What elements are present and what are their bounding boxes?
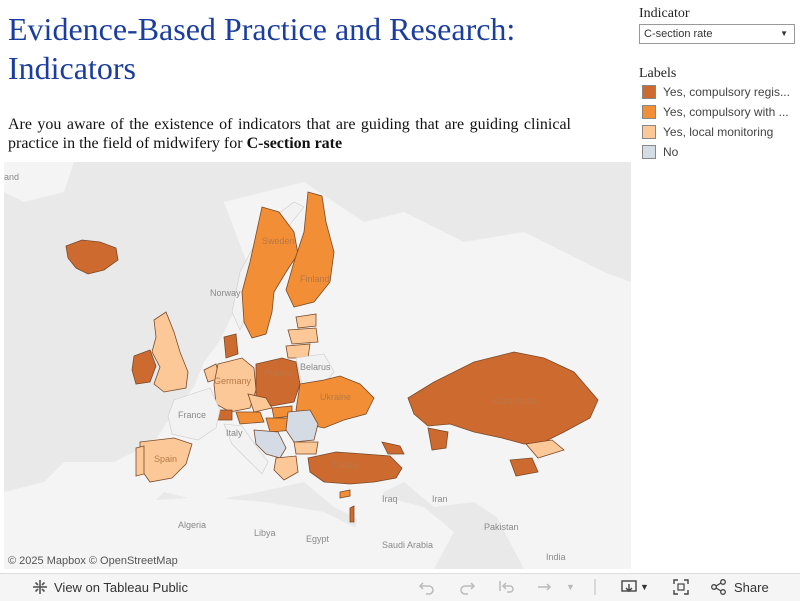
- map-label-kazakhstan: Kazakhstan: [492, 396, 540, 406]
- country-ireland[interactable]: [132, 350, 156, 384]
- refresh-button[interactable]: [536, 578, 554, 596]
- toolbar-divider: [594, 578, 596, 596]
- question-indicator: C-section rate: [246, 135, 343, 152]
- country-united-kingdom[interactable]: [152, 312, 188, 392]
- map-attribution: [8, 555, 178, 567]
- legend-swatch: [642, 105, 656, 119]
- legend-item[interactable]: [639, 122, 795, 142]
- map-label-belarus: Belarus: [300, 362, 331, 372]
- share-icon: [710, 578, 728, 596]
- land-northwest: [4, 162, 74, 202]
- map-label-norway: Norway: [210, 288, 241, 298]
- indicator-dropdown[interactable]: [639, 24, 795, 44]
- legend-swatch: [642, 145, 656, 159]
- legend-swatch: [642, 85, 656, 99]
- map-label-ukraine: Ukraine: [320, 392, 352, 402]
- map-label-germany: Germany: [214, 376, 252, 386]
- download-button[interactable]: [620, 578, 649, 596]
- page-title: [8, 10, 608, 88]
- revert-button[interactable]: [498, 578, 516, 596]
- map-label-france: France: [178, 410, 207, 420]
- title-line-2: Indicators: [8, 50, 136, 86]
- legend-label: Yes, local monitoring: [663, 125, 774, 139]
- question-text: [8, 115, 571, 153]
- tableau-logo-icon: [32, 579, 48, 595]
- map-label-india: India: [546, 552, 566, 562]
- indicator-filter-label: Indicator: [639, 6, 690, 21]
- map-label-iran: Iran: [432, 494, 448, 504]
- legend-swatch: [642, 125, 656, 139]
- map-label-iraq: Iraq: [382, 494, 398, 504]
- tableau-toolbar: [0, 573, 800, 601]
- legend-title: Labels: [639, 66, 677, 81]
- dropdown-caret-icon: ▼: [780, 29, 788, 38]
- country-israel[interactable]: [350, 506, 354, 522]
- country-romania[interactable]: [286, 410, 318, 442]
- map-label-saudi-arabia: Saudi Arabia: [382, 540, 434, 550]
- map-label-finland: Finland: [300, 274, 330, 284]
- refresh-icon: [536, 578, 554, 596]
- undo-button[interactable]: [418, 578, 436, 596]
- view-on-tableau-link[interactable]: [32, 578, 188, 596]
- view-on-tableau-label: View on Tableau Public: [54, 579, 188, 595]
- legend-item[interactable]: [639, 102, 795, 122]
- map-label-algeria: Algeria: [178, 520, 207, 530]
- legend-label: Yes, compulsory regis...: [663, 85, 790, 99]
- map-label-libya: Libya: [254, 528, 276, 538]
- country-latvia[interactable]: [288, 328, 318, 344]
- question-body: Are you aware of the existence of indicators that are guiding that are guiding clinical practice in the field of midwifery for: [8, 116, 571, 152]
- choropleth-map[interactable]: [4, 162, 631, 569]
- country-denmark[interactable]: [224, 334, 238, 358]
- map-label-pakistan: Pakistan: [484, 522, 519, 532]
- country-portugal[interactable]: [136, 446, 144, 476]
- map-label-poland: Poland: [264, 368, 293, 378]
- legend-label: Yes, compulsory with ...: [663, 105, 789, 119]
- filter-legend-panel: [639, 6, 795, 162]
- download-caret-icon: ▼: [640, 582, 649, 592]
- map-label-turkey: Turkey: [332, 460, 360, 470]
- legend: [639, 82, 795, 162]
- country-iceland[interactable]: [66, 240, 118, 274]
- osm-credit[interactable]: © OpenStreetMap: [88, 555, 178, 567]
- country-lithuania[interactable]: [286, 344, 310, 358]
- map-label-egypt: Egypt: [306, 534, 330, 544]
- map-label-land: and: [4, 172, 20, 182]
- undo-icon: [418, 578, 436, 596]
- legend-item[interactable]: [639, 142, 795, 162]
- map-label-spain: Spain: [154, 454, 178, 464]
- redo-button[interactable]: [458, 578, 476, 596]
- country-azerbaijan[interactable]: [428, 428, 448, 450]
- share-button[interactable]: [710, 578, 769, 596]
- map-canvas[interactable]: [4, 162, 631, 569]
- title-line-1: Evidence-Based Practice and Research:: [8, 11, 516, 47]
- download-icon: [620, 578, 638, 596]
- map-label-italy: Italy: [226, 428, 243, 438]
- fullscreen-icon: [672, 578, 690, 596]
- indicator-selected-value: C-section rate: [644, 28, 713, 40]
- share-label: Share: [734, 579, 769, 595]
- mapbox-credit[interactable]: © 2025 Mapbox: [8, 555, 86, 567]
- refresh-menu-caret-icon[interactable]: ▼: [566, 582, 575, 592]
- country-bulgaria[interactable]: [294, 442, 318, 454]
- legend-label: No: [663, 145, 679, 159]
- map-label-sweden: Sweden: [262, 236, 295, 246]
- revert-icon: [498, 578, 516, 596]
- legend-item[interactable]: [639, 82, 795, 102]
- redo-icon: [458, 578, 476, 596]
- fullscreen-button[interactable]: [672, 578, 690, 596]
- country-austria[interactable]: [236, 412, 264, 424]
